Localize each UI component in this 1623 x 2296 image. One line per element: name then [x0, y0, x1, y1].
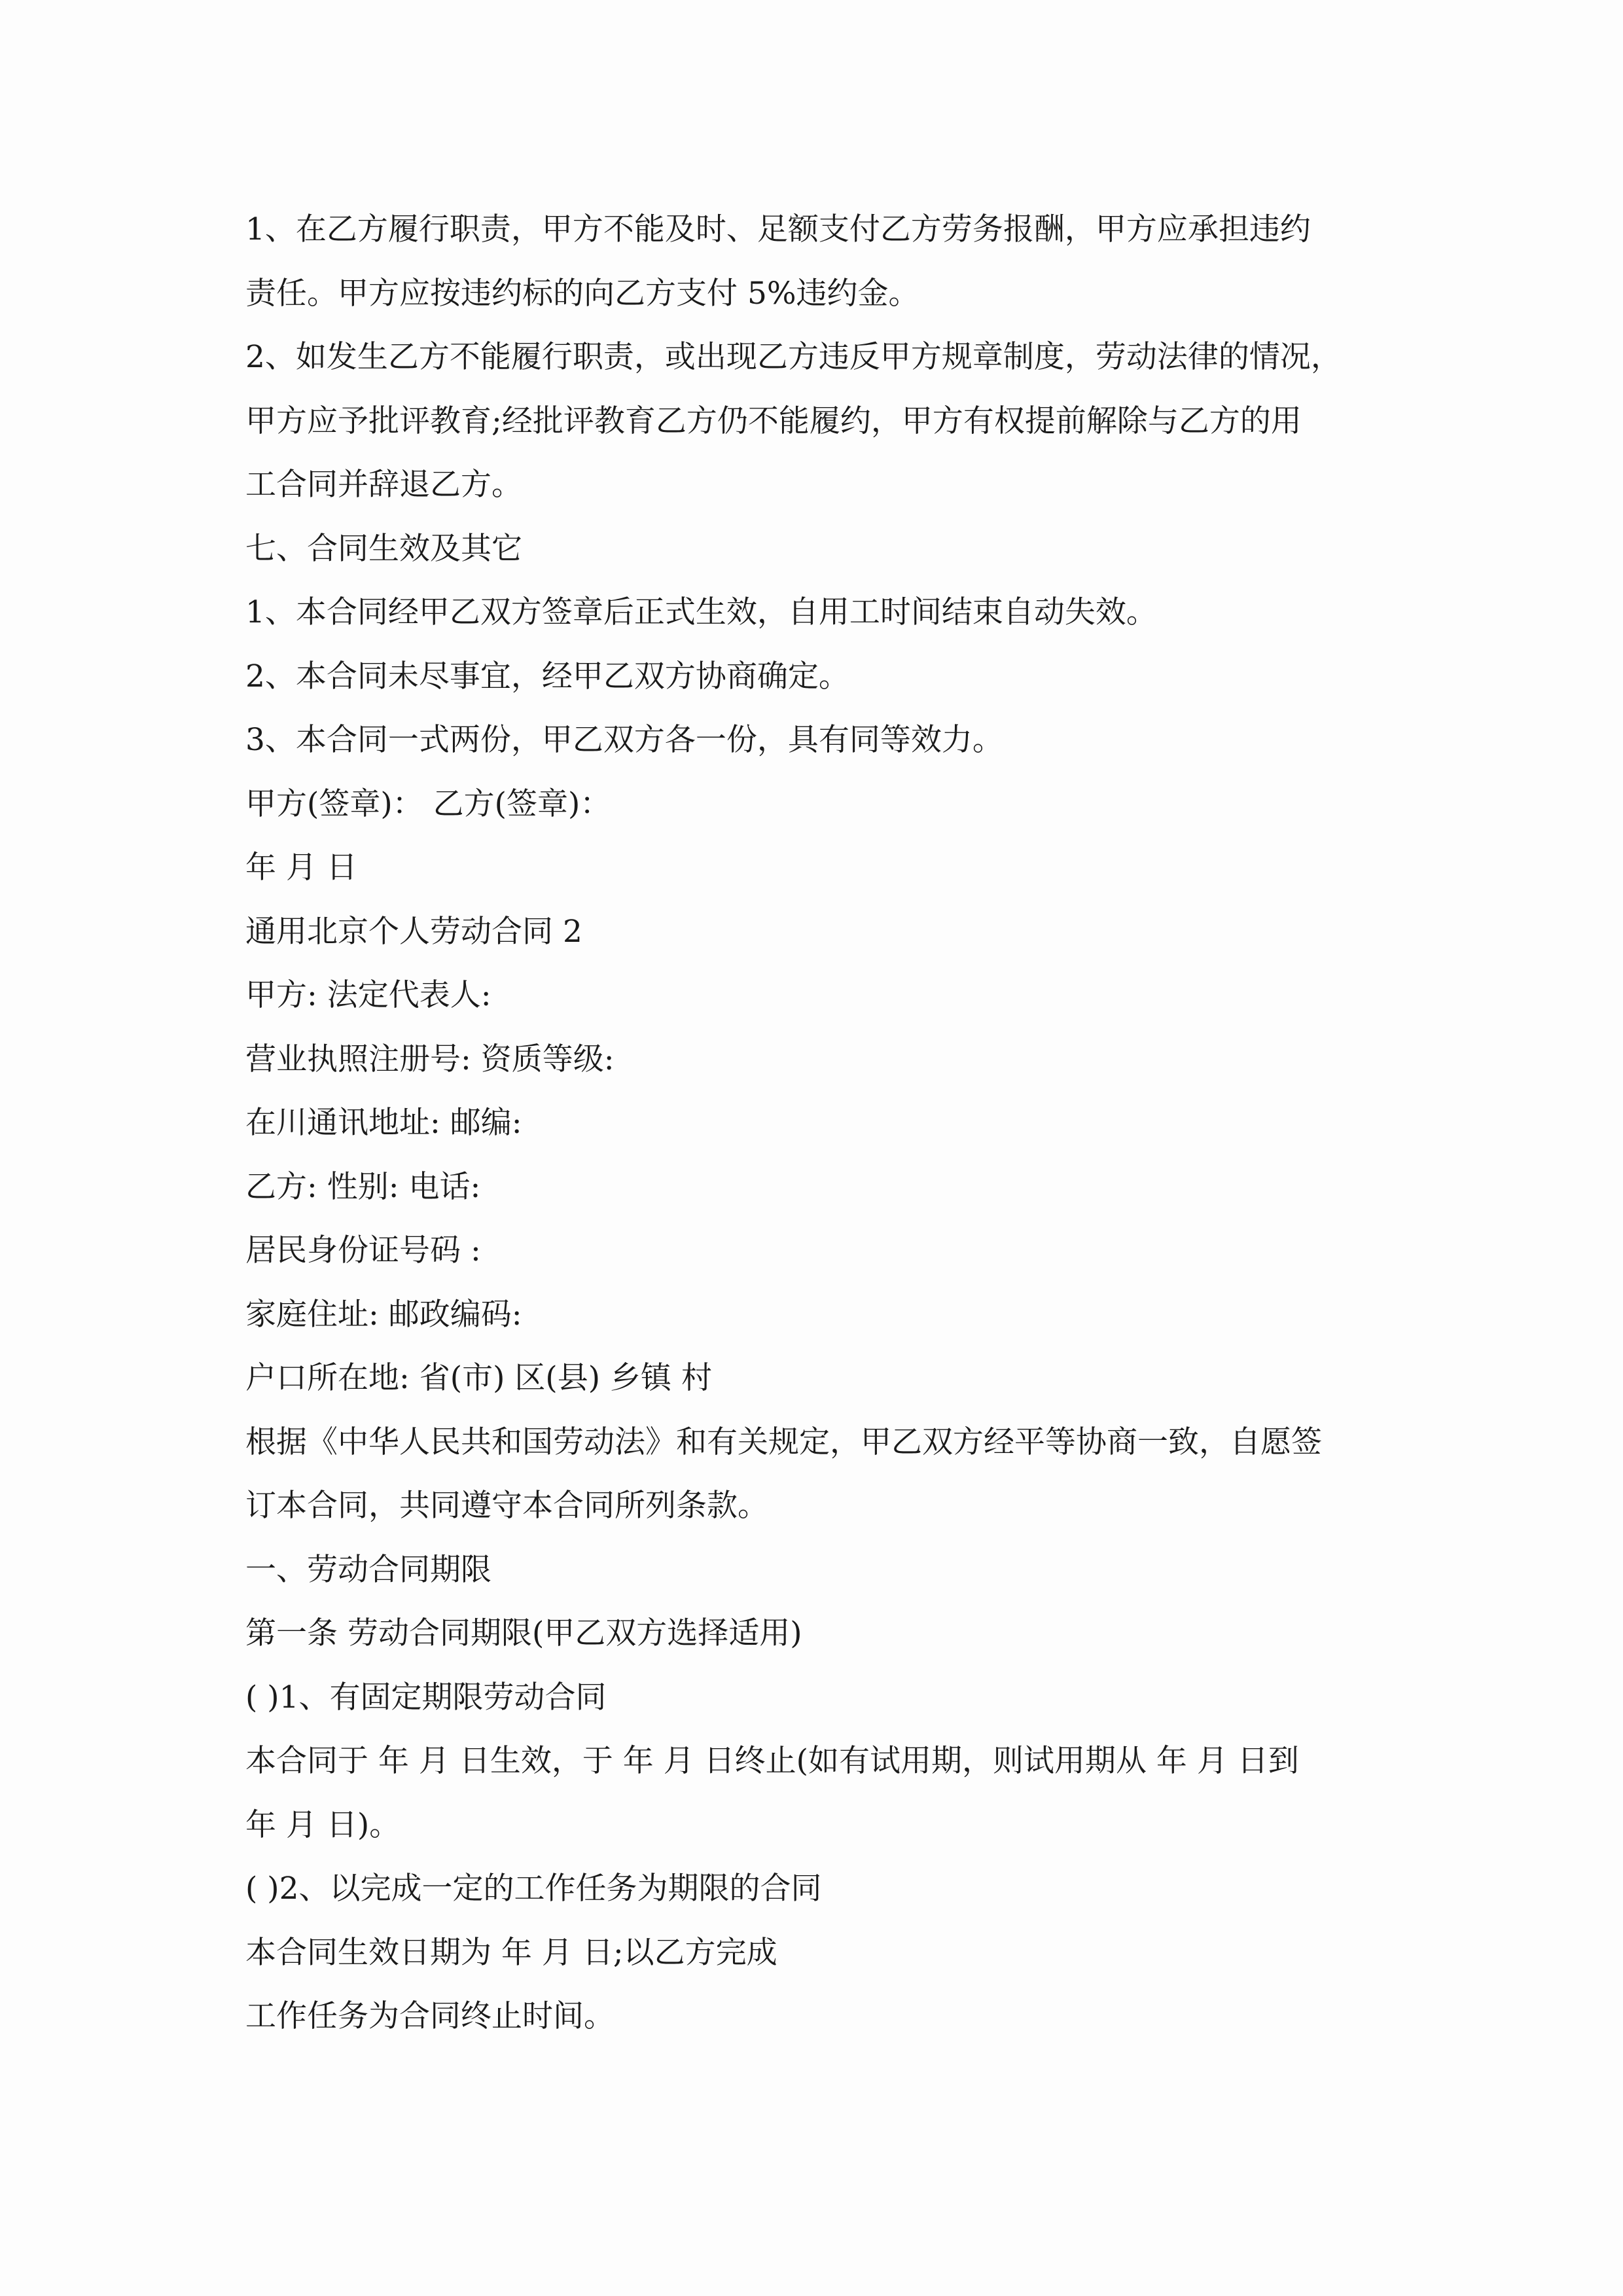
document-title: 通用北京个人劳动合同 2	[245, 913, 582, 950]
document-body	[245, 198, 1384, 2049]
text-line: 订本合同，共同遵守本合同所列条款。	[245, 1488, 768, 1524]
form-field-line: 居民身份证号码 :	[245, 1232, 481, 1268]
text-line: 年 月 日)。	[245, 1806, 401, 1843]
text-line: 工合同并辞退乙方。	[245, 467, 522, 503]
form-field-line: 乙方: 性别: 电话:	[245, 1168, 481, 1205]
option-line: ( )1、有固定期限劳动合同	[245, 1679, 607, 1715]
text-line: 根据《中华人民共和国劳动法》和有关规定，甲乙双方经平等协商一致，自愿签	[245, 1424, 1322, 1460]
text-line: 1、在乙方履行职责，甲方不能及时、足额支付乙方劳务报酬，甲方应承担违约	[245, 211, 1311, 247]
option-line: ( )2、以完成一定的工作任务为期限的合同	[245, 1871, 822, 1907]
text-line: 本合同生效日期为 年 月 日;以乙方完成	[245, 1934, 777, 1971]
date-line: 年 月 日	[245, 850, 357, 886]
text-line: 2、本合同未尽事宜，经甲乙双方协商确定。	[245, 658, 849, 694]
form-field-line: 家庭住址: 邮政编码:	[245, 1296, 522, 1333]
form-field-line: 营业执照注册号: 资质等级:	[245, 1041, 615, 1077]
text-line: 本合同于 年 月 日生效，于 年 月 日终止(如有试用期，则试用期从 年 月 日到	[245, 1743, 1299, 1779]
form-field-line: 甲方: 法定代表人:	[245, 977, 491, 1013]
text-line: 甲方应予批评教育;经批评教育乙方仍不能履约，甲方有权提前解除与乙方的用	[245, 403, 1302, 439]
article-heading: 第一条 劳动合同期限(甲乙双方选择适用)	[245, 1615, 802, 1651]
text-line: 责任。甲方应按违约标的向乙方支付 5%违约金。	[245, 275, 919, 312]
text-line: 1、本合同经甲乙双方签章后正式生效，自用工时间结束自动失效。	[245, 594, 1157, 630]
form-field-line: 在川通讯地址: 邮编:	[245, 1105, 522, 1141]
signature-line: 甲方(签章)： 乙方(签章)：	[245, 785, 611, 822]
form-field-line: 户口所在地: 省(市) 区(县) 乡镇 村	[245, 1360, 712, 1396]
text-line: 2、如发生乙方不能履行职责，或出现乙方违反甲方规章制度，劳动法律的情况，	[245, 339, 1342, 375]
section-heading: 七、合同生效及其它	[245, 530, 522, 567]
text-line: 3、本合同一式两份，甲乙双方各一份，具有同等效力。	[245, 722, 1003, 758]
text-line: 工作任务为合同终止时间。	[245, 1998, 615, 2034]
section-heading: 一、劳动合同期限	[245, 1551, 491, 1588]
